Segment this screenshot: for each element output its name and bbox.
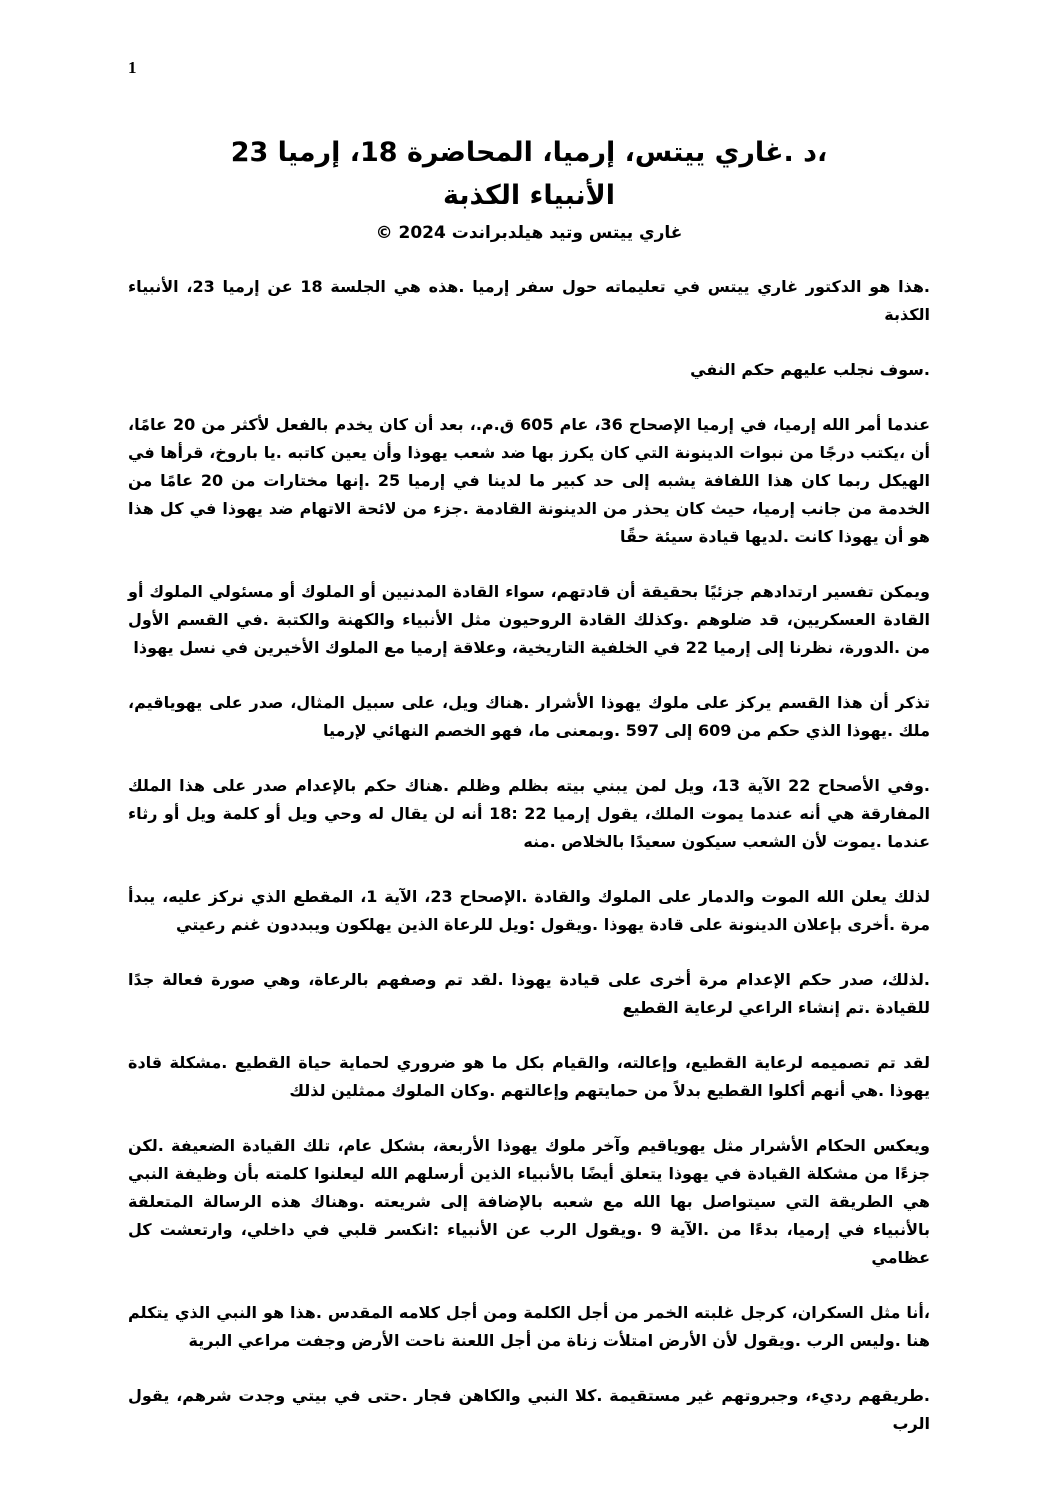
paragraph: لقد تم تصميمه لرعاية القطيع، وإعالته، والقيام بكل ما هو ضروري لحماية حياة القطيع .مشكلة قادة يهوذا .هي أنهم أكلوا القطيع بدلاً من حمايتهم وإعالتهم .وكان الملوك ممثلين لذلك xyxy=(128,1053,930,1100)
paragraph: لذلك يعلن الله الموت والدمار على الملوك والقادة .الإصحاح 23، الآية 1، المقطع الذي نركز عليه، يبدأ مرة .أخرى بإعلان الدينونة على قادة يهوذا .ويقول :ويل للرعاة الذين يهلكون ويبددون غنم رعيتي xyxy=(128,887,931,934)
paragraph: تذكر أن هذا القسم يركز على ملوك يهوذا الأشرار .هناك ويل، على سبيل المثال، صدر على يهوياقيم، ملك .يهوذا الذي حكم من 609 إلى 597 .وبمعنى ما، فهو الخصم النهائي لإرميا xyxy=(128,693,930,740)
paragraph: ،أنا مثل السكران، كرجل غلبته الخمر من أجل الكلمة ومن أجل كلامه المقدس .هذا هو النبي الذي يتكلم هنا .وليس الرب .ويقول لأن الأرض امتلأت زناة من أجل اللعنة ناحت الأرض وجفت مراعي البرية xyxy=(128,1303,930,1350)
paragraph: ويعكس الحكام الأشرار مثل يهوياقيم وآخر ملوك يهوذا الأربعة، بشكل عام، تلك القيادة الضعيفة .لكن جزءًا من مشكلة القيادة في يهوذا يتعلق أيضًا بالأنبياء الذين أرسلهم الله ليعلنوا كلمته بأن وظيفة النبي هي الطريقة التي سيتواصل بها الله مع شعبه بالإضافة إلى شريعته .وهناك هذه الرسالة المتعلقة بالأنبياء في إرميا، بدءًا من .الآية 9 .ويقول الرب عن الأنبياء :انكسر قلبي في داخلي، وارتعشت كل عظامي xyxy=(128,1136,931,1267)
paragraph: .وفي الأصحاح 22 الآية 13، ويل لمن يبني بيته بظلم وظلم .هناك حكم بالإعدام صدر على هذا الملك المفارقة هي أنه عندما يموت الملك، يقول إرميا 22 :18 أنه لن يقال له وحي ويل أو كلمة ويل أو رثاء عندما .يموت لأن الشعب سيكون سعيدًا بالخلاص .منه xyxy=(128,776,931,851)
title-line-2: الأنبياء الكذبة xyxy=(442,180,616,211)
document-title xyxy=(128,0,930,217)
paragraph: .طريقهم رديء، وجبروتهم غير مستقيمة .كلا النبي والكاهن فجار .حتى في بيتي وجدت شرهم، يقول الرب xyxy=(128,1386,930,1433)
paragraph: عندما أمر الله إرميا، في إرميا الإصحاح 36، عام 605 ق.م.، بعد أن كان يخدم بالفعل لأكثر من 20 عامًا، أن ،يكتب درجًا من نبوات الدينونة التي كان يكرز بها ضد شعب يهوذا وأن يعين كاتبه .يا باروخ، قرأها في الهيكل ربما كان هذا اللفافة يشبه إلى حد كبير ما لدينا في إرميا 25 .إنها مختارات من 20 عامًا من الخدمة من جانب إرميا، حيث كان يحذر من الدينونة القادمة .جزء من لائحة الاتهام ضد يهوذا في كل هذا هو أن يهوذا كانت .لديها قيادة سيئة حقًا xyxy=(128,415,931,546)
byline: غاري ييتس وتيد هيلدبراندت 2024 © xyxy=(375,223,683,243)
paragraph: ويمكن تفسير ارتدادهم جزئيًا بحقيقة أن قادتهم، سواء القادة المدنيين أو الملوك أو مسئولي الملوك أو القادة العسكريين، قد ضلوهم .وكذلك القادة الروحيون مثل الأنبياء والكهنة والكتبة .في القسم الأول من .الدورة، نظرنا إلى إرميا 22 في الخلفية التاريخية، وعلاقة إرميا مع الملوك الأخيرين في نسل يهوذا xyxy=(128,582,930,657)
paragraph: .لذلك، صدر حكم الإعدام مرة أخرى على قيادة يهوذا .لقد تم وصفهم بالرعاة، وهي صورة فعالة جدًا للقيادة .تم إنشاء الراعي لرعاية القطيع xyxy=(128,970,930,1017)
page-number: 1 xyxy=(128,58,137,77)
paragraph: .سوف نجلب عليهم حكم النفي xyxy=(690,360,930,379)
paragraph: .هذا هو الدكتور غاري ييتس في تعليماته حول سفر إرميا .هذه هي الجلسة 18 عن إرميا 23، الأنبياء الكذبة xyxy=(128,277,931,324)
transcript-body xyxy=(128,273,930,1438)
title-line-1: ،د .غاري ييتس، إرميا، المحاضرة 18، إرميا 23 xyxy=(230,137,828,168)
